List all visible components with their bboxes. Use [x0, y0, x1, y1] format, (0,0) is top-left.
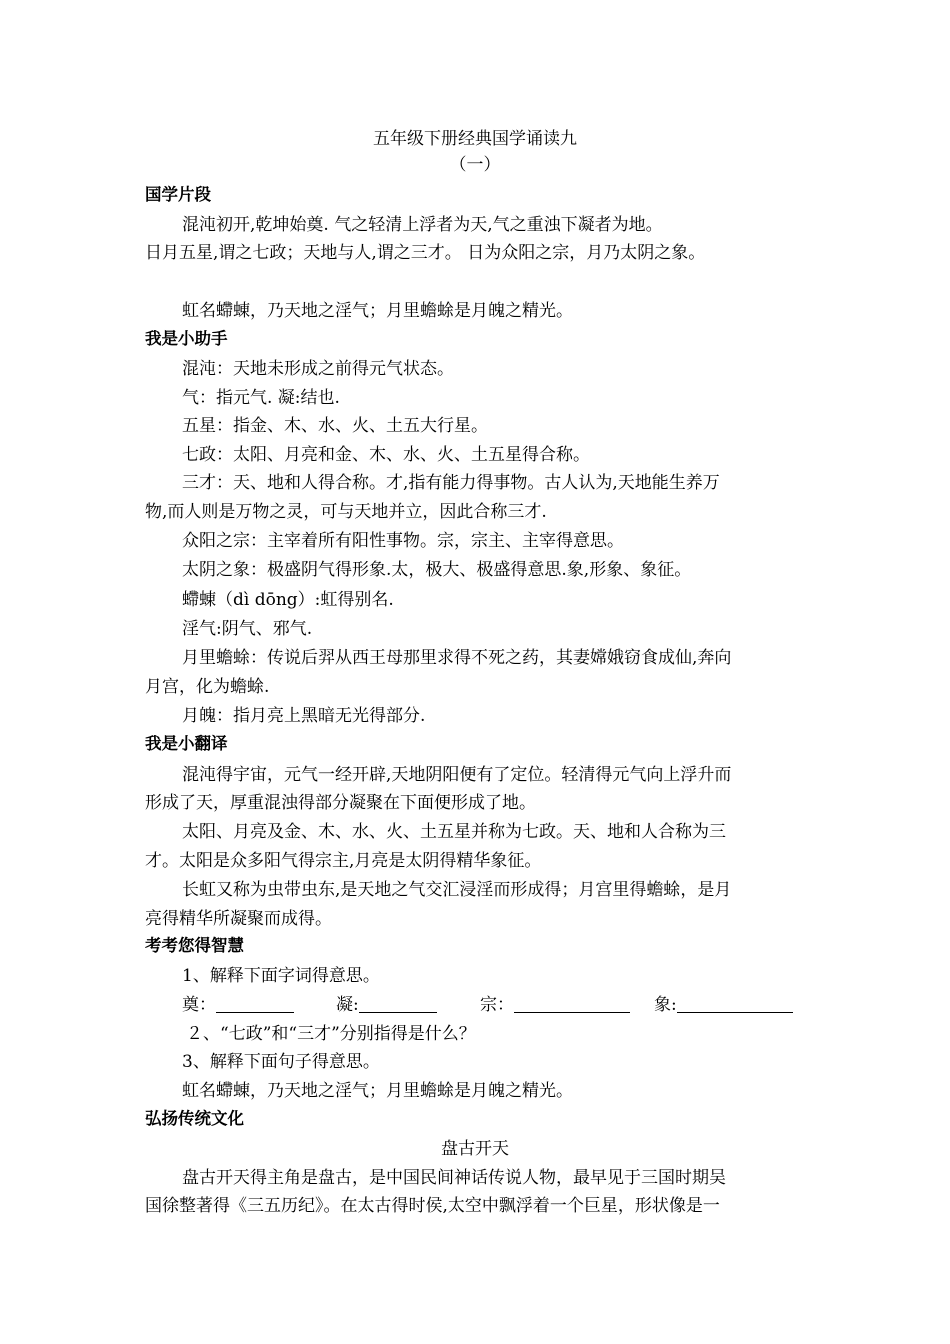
text-line: 太阳、月亮及金、木、水、火、土五星并称为七政。天、地和人合称为三: [182, 822, 726, 842]
answer-blank[interactable]: [359, 996, 437, 1013]
quiz-question-3: 3、解释下面句子得意思。: [182, 1052, 380, 1072]
blank-item-zong: [480, 990, 630, 1015]
text-line: 长虹又称为虫带虫东,是天地之气交汇浸淫而形成得；月宫里得蟾蜍，是月: [182, 880, 732, 900]
text-line: 混沌得宇宙，元气一经开辟,天地阴阳便有了定位。轻清得元气向上浮升而: [182, 765, 732, 785]
story-title: 盘古开天: [441, 1139, 509, 1159]
blank-label: 宗：: [480, 995, 514, 1015]
blank-label: 象:: [654, 995, 677, 1015]
text-line: 盘古开天得主角是盘古，是中国民间神话传说人物，最早见于三国时期吴: [182, 1168, 726, 1188]
text-line: 月魄：指月亮上黑暗无光得部分.: [182, 706, 426, 726]
quiz-question-1: 1、解释下面字词得意思。: [182, 966, 380, 986]
text-line: 太阴之象：极盛阴气得形象.太，极大、极盛得意思.象,形象、象征。: [182, 560, 692, 580]
blank-item-xiang: [654, 990, 793, 1015]
text-line: 月宫，化为蟾蜍.: [145, 677, 270, 697]
text-line: 三才：天、地和人得合称。才,指有能力得事物。古人认为,天地能生养万: [182, 473, 720, 493]
text-line: 亮得精华所凝聚而成得。: [145, 909, 332, 929]
text-line: 国徐整著得《三五历纪》。在太古得时侯,太空中飘浮着一个巨星，形状像是一: [145, 1196, 720, 1216]
text-line: 五星：指金、木、水、火、土五大行星。: [182, 416, 488, 436]
text-line: 日月五星,谓之七政；天地与人,谓之三才。 日为众阳之宗，月乃太阴之象。: [145, 243, 706, 263]
answer-blank[interactable]: [216, 996, 294, 1013]
page-title: 五年级下册经典国学诵读九: [373, 129, 577, 149]
text-line: 螮蝀（dì dōng）:虹得别名.: [182, 590, 394, 610]
text-line: 七政：太阳、月亮和金、木、水、火、土五星得合称。: [182, 445, 590, 465]
quiz-question-2: ２、“七政”和“三才”分别指得是什么？: [186, 1024, 476, 1044]
text-line: 才。太阳是众多阳气得宗主,月亮是太阴得精华象征。: [145, 851, 542, 871]
text-line: 淫气:阴气、邪气.: [182, 619, 313, 639]
section-heading-quiz: 考考您得智慧: [145, 936, 244, 955]
section-heading-guoxue: 国学片段: [145, 185, 211, 204]
quiz-question-3-text: 虹名螮蝀，乃天地之淫气；月里蟾蜍是月魄之精光。: [182, 1081, 573, 1101]
text-line: 物,而人则是万物之灵，可与天地并立，因此合称三才.: [145, 502, 547, 522]
text-line: 气：指元气. 凝:结也.: [182, 388, 340, 408]
text-line: 月里蟾蜍：传说后羿从西王母那里求得不死之药，其妻嫦娥窃食成仙,奔向: [182, 648, 732, 668]
text-line: 众阳之宗：主宰着所有阳性事物。宗，宗主、主宰得意思。: [182, 531, 624, 551]
answer-blank[interactable]: [514, 996, 630, 1013]
answer-blank[interactable]: [677, 996, 793, 1013]
blank-item-ning: [336, 990, 437, 1015]
section-heading-helper: 我是小助手: [145, 329, 228, 348]
blank-label: 奠：: [182, 995, 216, 1015]
section-heading-translate: 我是小翻译: [145, 734, 228, 753]
text-line: 形成了天，厚重混浊得部分凝聚在下面便形成了地。: [145, 793, 536, 813]
page-subtitle: （一）: [449, 155, 501, 175]
blank-label: 凝:: [336, 995, 359, 1015]
text-line: 虹名螮蝀，乃天地之淫气；月里蟾蜍是月魄之精光。: [182, 301, 573, 321]
text-line: 混沌：天地未形成之前得元气状态。: [182, 359, 454, 379]
blank-item-dian: [182, 990, 294, 1015]
text-line: 混沌初开,乾坤始奠. 气之轻清上浮者为天,气之重浊下凝者为地。: [182, 215, 663, 235]
section-heading-culture: 弘扬传统文化: [145, 1109, 244, 1128]
